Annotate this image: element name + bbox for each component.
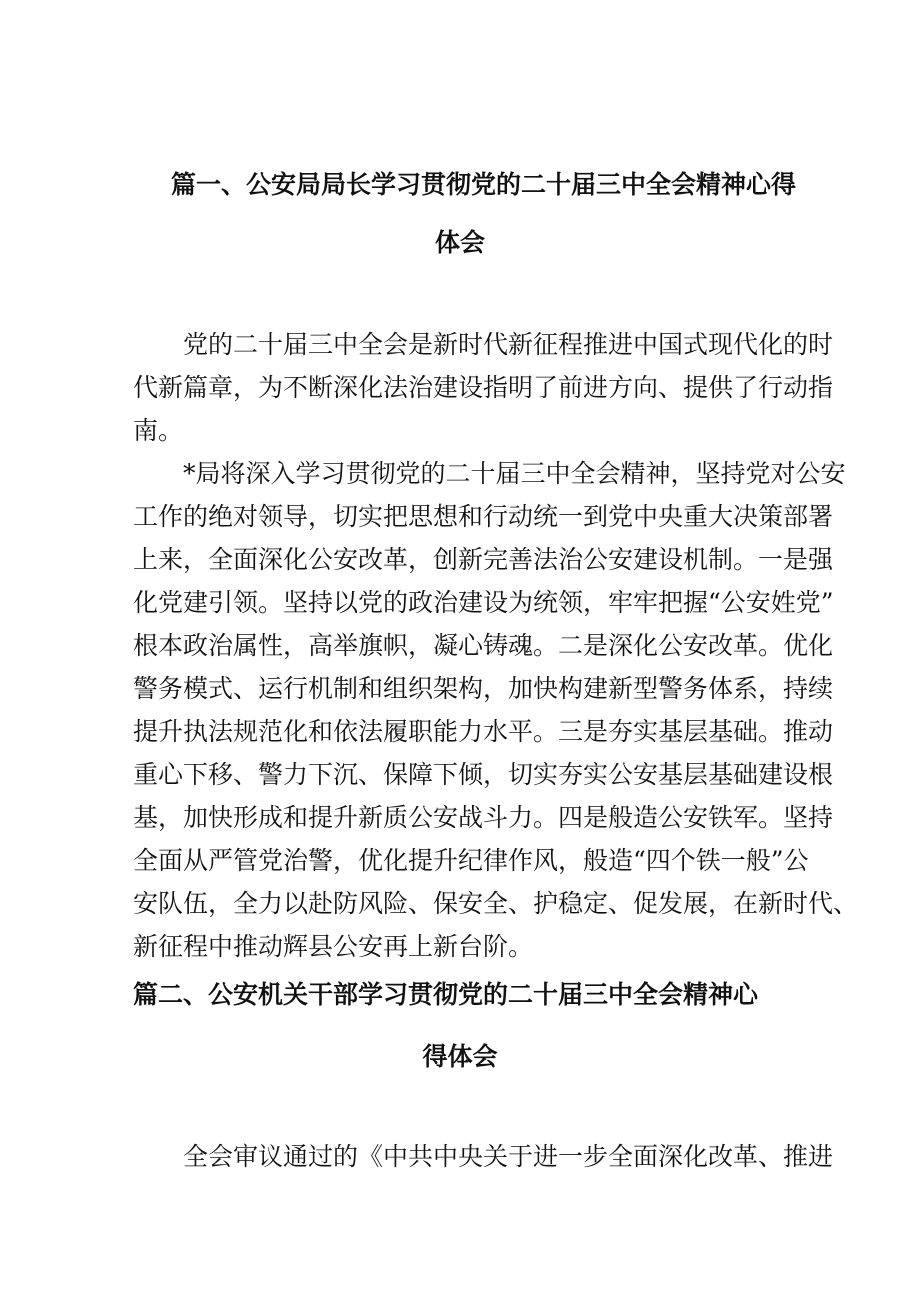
paragraph-line: 南。 (133, 416, 184, 445)
paragraph-line: 上来，全面深化公安改革，创新完善法治公安建设机制。一是强 (133, 545, 834, 574)
paragraph-line: 化党建引领。坚持以党的政治建设为统领，牢牢把握“公安姓党” (133, 588, 834, 617)
paragraph-line: 安队伍，全力以赴防风险、保安全、护稳定、促发展，在新时代、 (133, 889, 859, 918)
paragraph-line: 重心下移、警力下沉、保障下倾，切实夯实公安基层基础建设根 (133, 760, 834, 789)
paragraph-line: 提升执法规范化和依法履职能力水平。三是夯实基层基础。推动 (133, 717, 834, 746)
paragraph-line: 基，加快形成和提升新质公安战斗力。四是般造公安铁军。坚持 (133, 803, 834, 832)
paragraph-line: 新征程中推动辉县公安再上新台阶。 (133, 932, 534, 961)
article2-title-line1: 篇二、公安机关干部学习贯彻党的二十届三中全会精神心 (133, 980, 759, 1009)
paragraph-line: 警务模式、运行机制和组织架构，加快构建新型警务体系，持续 (133, 674, 834, 703)
paragraph-line: 全面从严管党治警，优化提升纪律作风，般造“四个铁一般”公 (133, 846, 809, 875)
paragraph-line: 工作的绝对领导，切实把思想和行动统一到党中央重大决策部署 (133, 502, 834, 531)
paragraph-line: 全会审议通过的《中共中央关于进一步全面深化改革、推进 (183, 1142, 834, 1171)
article1-title-line2: 体会 (434, 228, 485, 257)
article2-title-line2: 得体会 (422, 1042, 498, 1071)
paragraph-line: *局将深入学习贯彻党的二十届三中全会精神，坚持党对公安 (183, 459, 846, 488)
paragraph-line: 根本政治属性，高举旗帜，凝心铸魂。二是深化公安改革。优化 (133, 631, 834, 660)
paragraph-line: 代新篇章，为不断深化法治建设指明了前进方向、提供了行动指 (133, 373, 834, 402)
article1-title-line1: 篇一、公安局局长学习贯彻党的二十届三中全会精神心得 (171, 170, 797, 199)
paragraph-line: 党的二十届三中全会是新时代新征程推进中国式现代化的时 (183, 330, 834, 359)
